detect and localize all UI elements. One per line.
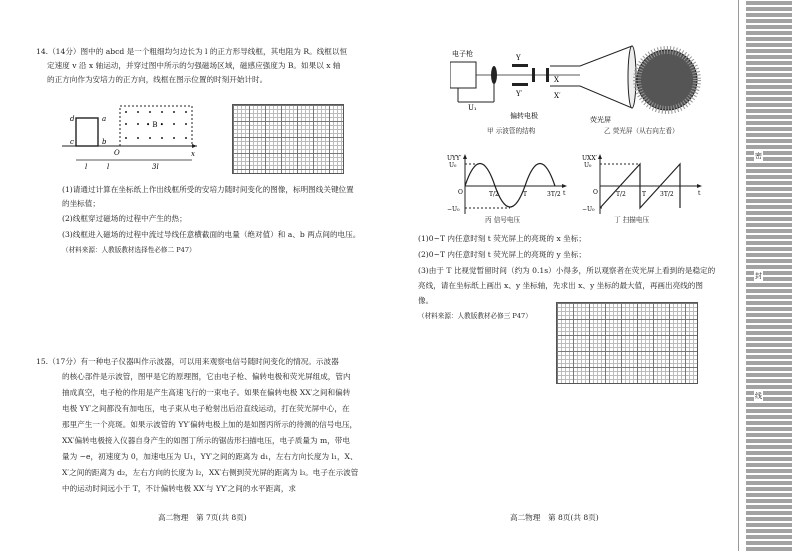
- x-plate-right: [546, 68, 549, 82]
- dim-3l: 3l: [152, 163, 159, 171]
- q15-line-3: 抽成真空，电子枪的作用是产生高速飞行的一束电子。如果在偏转电极 XX′之间和偏转: [62, 388, 351, 397]
- label-Y: Y: [516, 54, 521, 62]
- x-axis-arrow: [192, 144, 197, 148]
- label-mU0: −U₀: [447, 206, 460, 213]
- q14-figure: [62, 100, 202, 172]
- tick-T-ding: T: [642, 191, 647, 198]
- tube-funnel: [550, 46, 632, 108]
- label-O-bing: O: [458, 189, 463, 196]
- figure-bing-signal: [447, 152, 572, 217]
- q15-line-9: 中的运动时间远小于 T，不计偏转电极 XX′与 YY′之间的水平距离，求: [62, 484, 297, 493]
- q15-line-4: 电极 YY′之间都没有加电压，电子束从电子枪射出后沿直线运动，打在荧光屏中心，在: [62, 404, 350, 413]
- label-screen: 荧光屏: [590, 116, 611, 124]
- tick-T2-ding: T/2: [616, 191, 626, 198]
- q14-sub-2: (2)线框穿过磁场的过程中产生的热；: [62, 214, 187, 223]
- q15-sub-3c: 像。: [418, 296, 434, 305]
- sine-curve: [465, 164, 555, 208]
- q14-graph-paper[interactable]: [232, 104, 344, 174]
- figure-yi-screen: [627, 40, 707, 120]
- footer-page-7: 高二物理 第 7页(共 8页): [158, 513, 247, 522]
- label-mU0-ding: −U₀: [582, 206, 595, 213]
- caption-jia: 甲 示波管的结构: [487, 127, 536, 135]
- q15-sub-1: (1)0~T 内任意时刻 t 荧光屏上的亮斑的 x 坐标；: [418, 234, 586, 243]
- tick-T2: T/2: [489, 191, 499, 198]
- figure-ding-scan: [582, 152, 707, 217]
- q15-line-2: 的核心部件是示波管，图甲是它的原理图，它由电子枪、偏转电极和荧光屏组成，管内: [62, 372, 351, 381]
- page-8: [392, 0, 737, 551]
- dim-l-1: l: [85, 163, 88, 171]
- label-x: x: [191, 150, 195, 158]
- anode: [491, 66, 497, 84]
- label-t-ding: t: [698, 190, 701, 197]
- q15-line-7: 量为 −e，初速度为 0，加速电压为 U₁，YY′之间的距离为 d₁，左右方向长度为 l₁，X、: [62, 452, 358, 461]
- q14-line-1: 14.（14分）图中的 abcd 是一个粗细均匀边长为 l 的正方形导线框，其电阻为 R。线框以恒: [36, 47, 348, 56]
- footer-page-8: 高二物理 第 8页(共 8页): [510, 513, 599, 522]
- y-plate-top: [512, 64, 528, 67]
- binding-strip-pattern: [746, 0, 792, 551]
- tick-T: T: [523, 191, 528, 198]
- label-U0-ding: U₀: [584, 162, 592, 169]
- label-Uxx: UXX′: [582, 155, 597, 162]
- label-B: • B •: [146, 121, 164, 129]
- figure-jia-tube: [450, 40, 640, 135]
- q15-line-1: 15.（17分）有一种电子仪器叫作示波器，可以用来观察电信号随时间变化的情况。示波器: [36, 357, 339, 366]
- label-Uyy: UYY′: [447, 155, 462, 162]
- label-t-bing: t: [563, 190, 566, 197]
- label-O: O: [114, 149, 120, 157]
- label-b: b: [102, 138, 107, 146]
- tick-3T2: 3T/2: [547, 191, 561, 198]
- q14-line-3: 的正方向作为安培力的正方向，线框在图示位置的时刻开始计时。: [47, 75, 268, 84]
- q14-sub-1: (1)请通过计算在坐标纸上作出线框所受的安培力随时间变化的图像，标明图线关键位置: [62, 185, 354, 194]
- label-X: X: [554, 76, 559, 84]
- label-d: d: [70, 115, 75, 123]
- label-c: c: [70, 138, 74, 146]
- q15-source: （材料来源：人教版教材必修三 P47）: [418, 312, 532, 320]
- strip-label-xian: 线: [755, 392, 762, 400]
- q15-graph-paper[interactable]: [556, 302, 698, 384]
- q15-line-5: 那里产生一个亮斑。如果示波管的 YY′偏转电极上加的是如图丙所示的待测的信号电压，: [62, 420, 358, 429]
- x-plate-left: [532, 68, 535, 82]
- q15-sub-2: (2)0~T 内任意时刻 t 荧光屏上的亮斑的 y 坐标；: [418, 250, 586, 259]
- label-plates: 偏转电极: [510, 112, 538, 120]
- label-U0: U₀: [449, 162, 457, 169]
- label-a: a: [102, 115, 107, 123]
- q15-sub-3: (3)由于 T 比视觉暂留时间（约为 0.1s）小得多，所以观察者在荧光屏上看到的是稳定的: [418, 266, 716, 275]
- caption-ding: 丁 扫描电压: [614, 216, 650, 224]
- tick-3T2-ding: 3T/2: [660, 191, 674, 198]
- square-loop: [76, 118, 98, 146]
- y-plate-bottom: [512, 83, 528, 86]
- caption-bing: 丙 信号电压: [485, 216, 521, 224]
- label-Yp: Y′: [516, 90, 523, 98]
- caption-yi: 乙 荧光屏（从右向左看）: [604, 127, 679, 135]
- q14-line-2: 定速度 v 沿 x 轴运动，并穿过图中所示的匀强磁场区域，磁感应强度为 B。如果以 x 轴: [47, 61, 341, 70]
- label-O-ding: O: [593, 189, 598, 196]
- gun-box: [450, 62, 476, 88]
- strip-label-mi: 密: [755, 152, 762, 160]
- label-U1: U₁: [468, 104, 477, 112]
- label-gun: 电子枪: [452, 50, 473, 58]
- label-Xp: X′: [554, 92, 561, 100]
- q14-source: （材料来源：人教版教材选择性必修二 P47）: [62, 246, 196, 254]
- dim-l-2: l: [107, 163, 110, 171]
- page-7: [0, 0, 392, 551]
- q14-sub-3: (3)线框进入磁场的过程中流过导线任意横截面的电量（绝对值）和 a、b 两点间的电压。: [62, 230, 361, 239]
- strip-label-feng: 封: [755, 272, 762, 280]
- q15-line-8: X′之间的距离为 d₂，左右方向的长度为 l₂，XX′右侧到荧光屏的距离为 l₃。电子在示波管: [62, 468, 359, 477]
- q15-sub-3b: 亮线，请在坐标纸上画出 x、y 坐标轴，先求出 x、y 坐标的最大值，再画出亮线的图: [418, 281, 703, 290]
- q15-line-6: XX′偏转电极接入仪器自身产生的如图丁所示的锯齿形扫描电压，电子质量为 m，带电: [62, 436, 350, 445]
- q14-sub-1b: 的坐标值；: [62, 199, 100, 208]
